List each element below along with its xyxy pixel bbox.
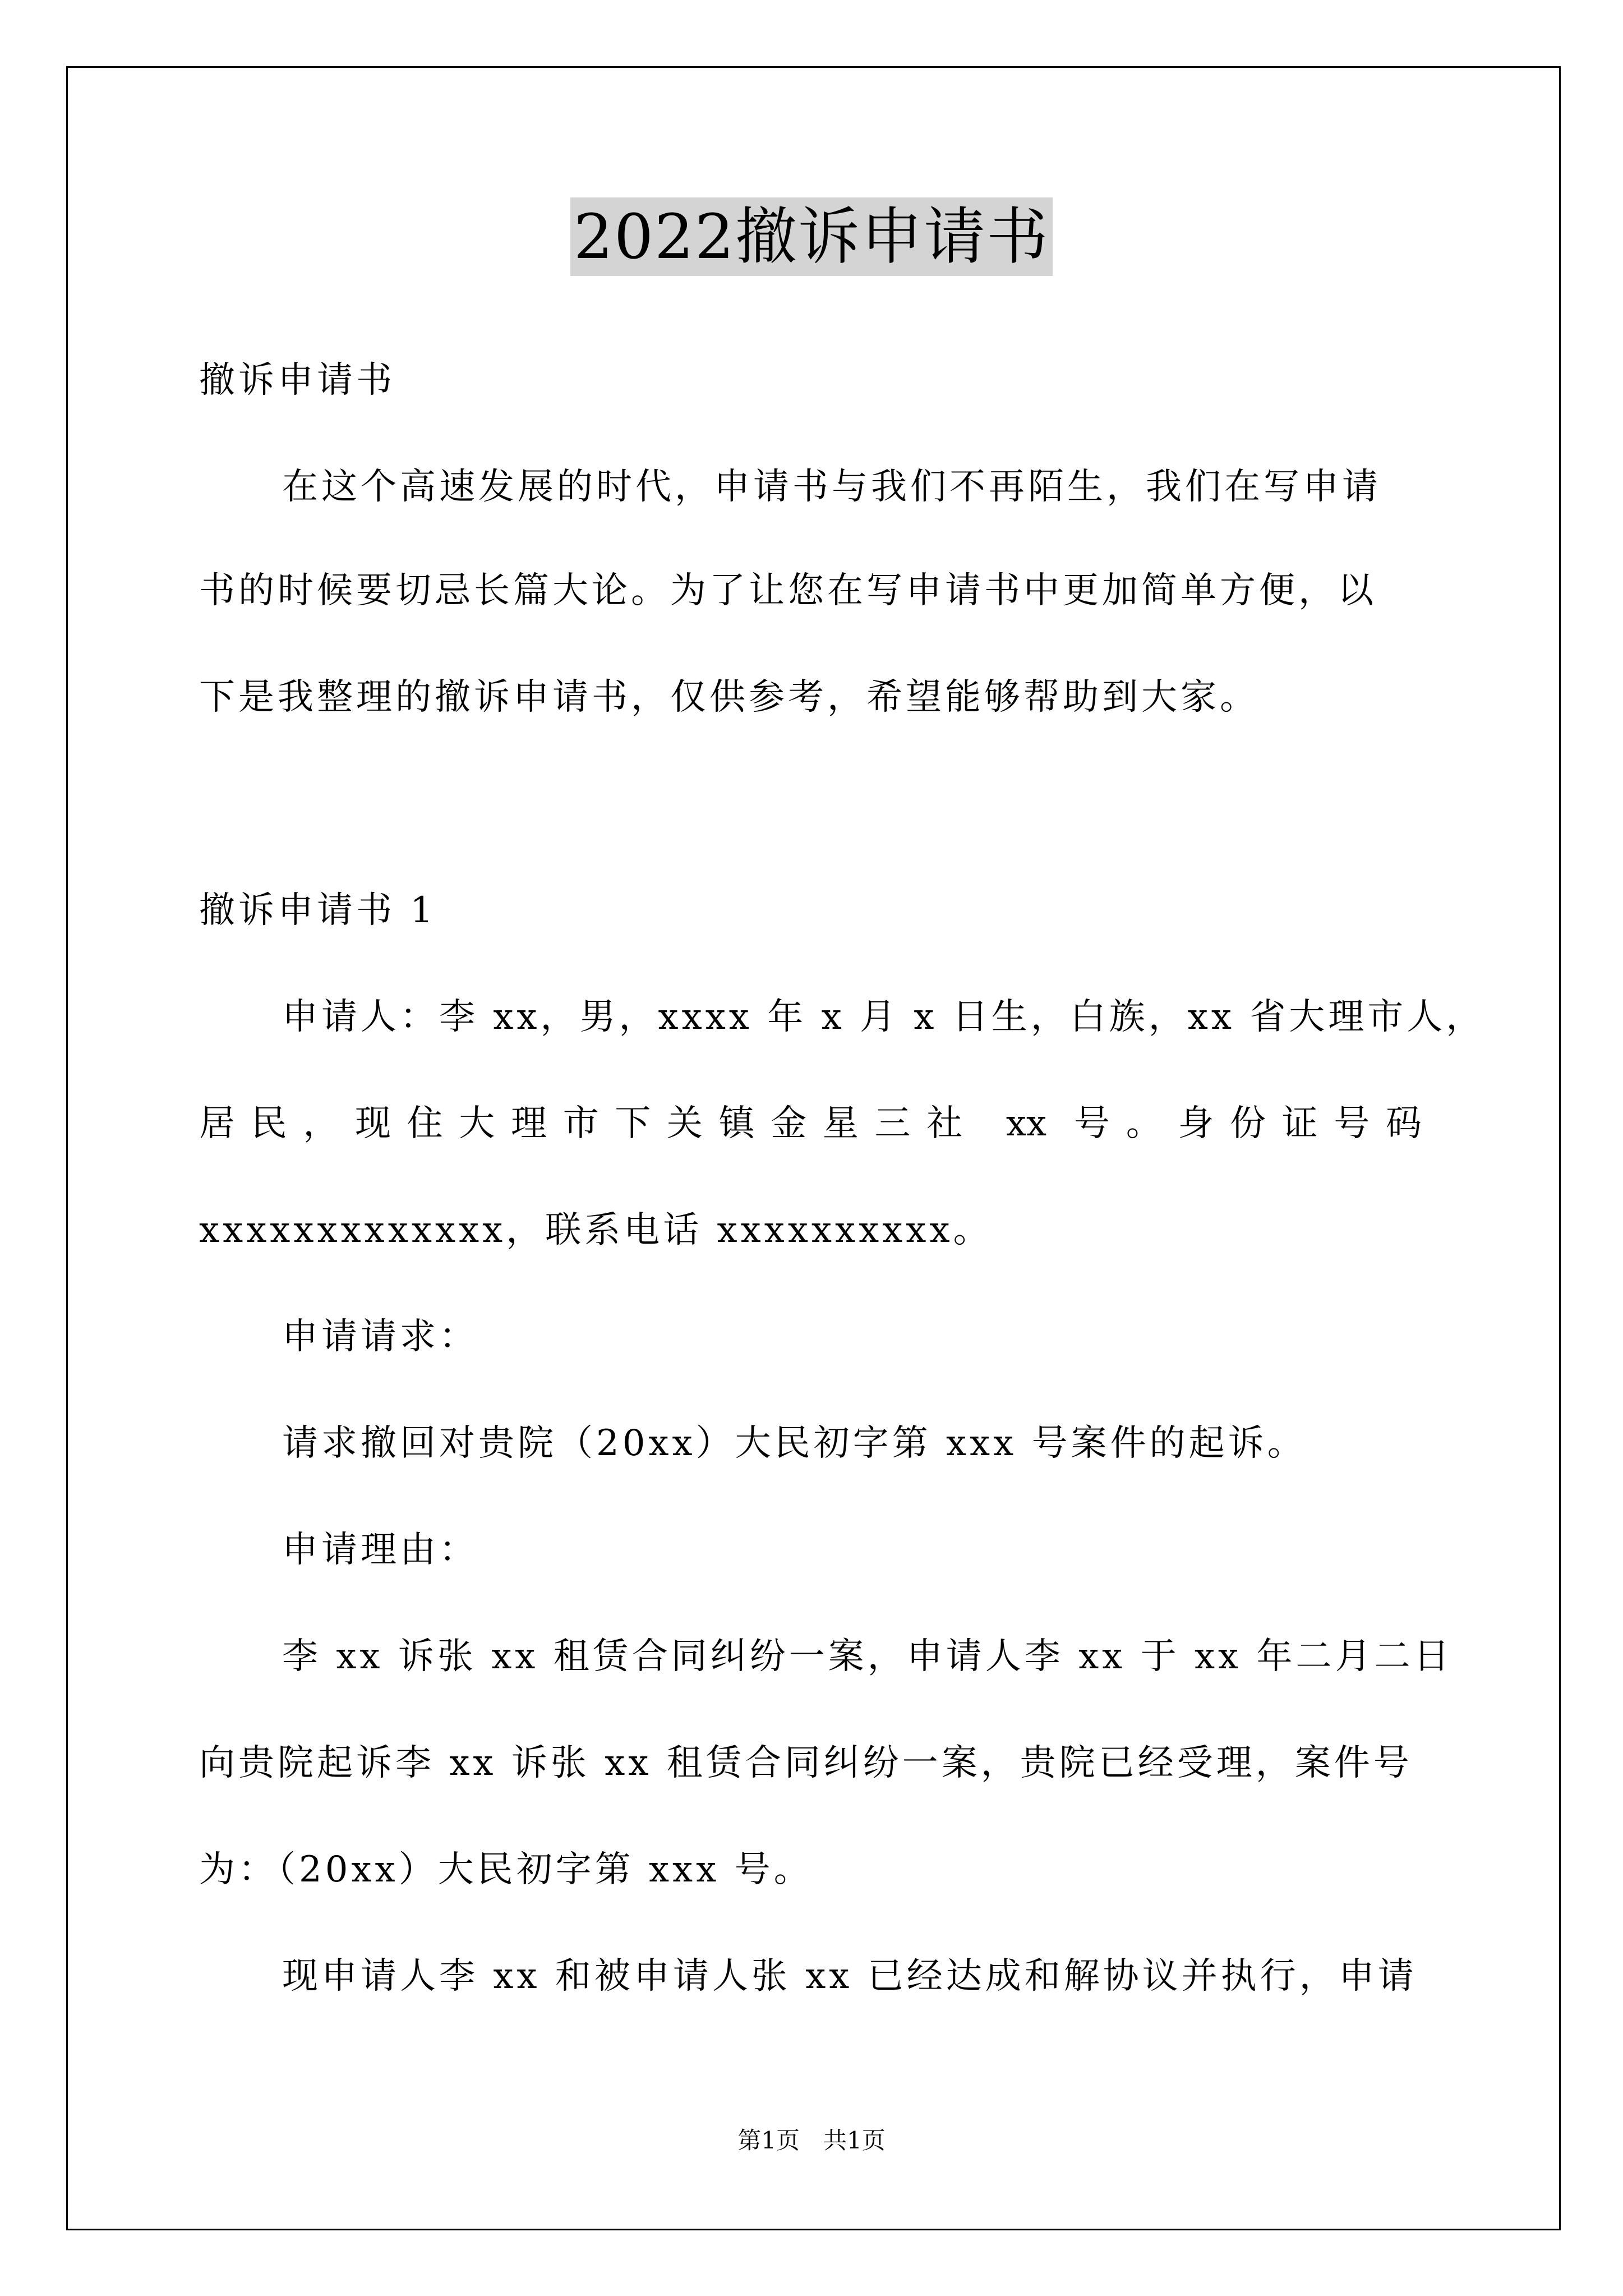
- heading-section-1: 撤诉申请书 1: [199, 890, 437, 931]
- applicant-line-3: xxxxxxxxxxxxx，联系电话 xxxxxxxxxx。: [199, 1209, 993, 1251]
- reason-line-1: 李 xx 诉张 xx 租赁合同纠纷一案，申请人李 xx 于 xx 年二月二日: [282, 1636, 1453, 1677]
- settlement-line-1: 现申请人李 xx 和被申请人张 xx 已经达成和解协议并执行，申请: [282, 1955, 1417, 1997]
- document-title: 2022撤诉申请书: [570, 197, 1053, 276]
- intro-line-3: 下是我整理的撤诉申请书，仅供参考，希望能够帮助到大家。: [199, 677, 1259, 718]
- request-text: 请求撤回对贵院（20xx）大民初字第 xxx 号案件的起诉。: [282, 1423, 1307, 1464]
- page-footer: 第1页 共1页: [737, 2127, 886, 2154]
- reason-label: 申请理由：: [282, 1529, 478, 1571]
- intro-line-2: 书的时候要切忌长篇大论。为了让您在写申请书中更加简单方便，以: [199, 570, 1377, 611]
- heading-main: 撤诉申请书: [199, 360, 395, 401]
- reason-line-2: 向贵院起诉李 xx 诉张 xx 租赁合同纠纷一案，贵院已经受理，案件号: [199, 1742, 1413, 1784]
- reason-line-3: 为：（20xx）大民初字第 xxx 号。: [199, 1849, 813, 1890]
- intro-line-1: 在这个高速发展的时代，申请书与我们不再陌生，我们在写申请: [282, 466, 1381, 508]
- applicant-line-2: 居民，现住大理市下关镇金星三社 xx 号。身份证号码: [199, 1103, 1422, 1144]
- applicant-line-1: 申请人：李 xx，男，xxxx 年 x 月 x 日生，白族，xx 省大理市人，: [282, 996, 1486, 1038]
- title-container: [0, 197, 1623, 276]
- request-label: 申请请求：: [282, 1316, 478, 1358]
